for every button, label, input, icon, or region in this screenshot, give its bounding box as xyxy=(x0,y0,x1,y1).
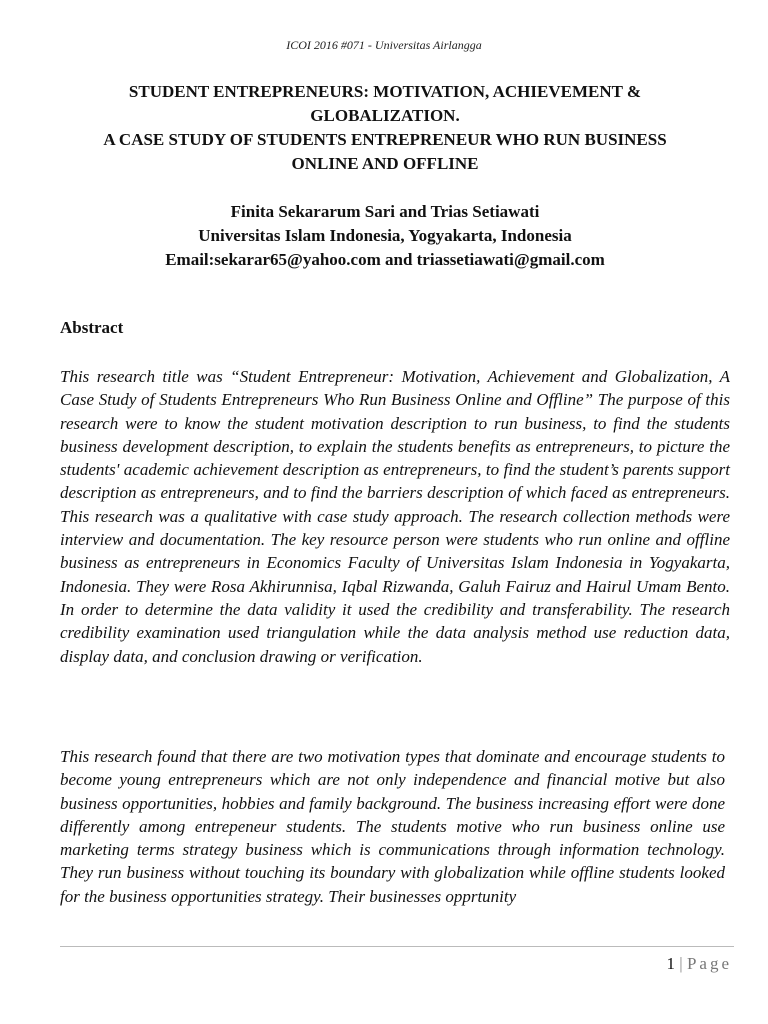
author-names: Finita Sekararum Sari and Trias Setiawati xyxy=(230,202,540,221)
author-affiliation: Universitas Islam Indonesia, Yogyakarta, Indonesia xyxy=(198,226,572,245)
page-footer xyxy=(667,954,732,974)
abstract-paragraph-2: This research found that there are two motivation types that dominate and encourage students to become young entrepreneurs which are not only independence and financial motive but also business opportunities, hobbies and family background. The business increasing effort were done differently among entrepeneur students. The students motive who run business online use marketing terms strategy business which is communications through information technology. They run business without touching its boundary with globalization while offline students looked for the business opportunities strategy. Their businesses opprtunity xyxy=(60,747,725,906)
title-line-3: A CASE STUDY OF STUDENTS ENTREPRENEUR WHO RUN BUSINESS xyxy=(103,130,667,149)
author-block xyxy=(40,200,730,272)
title-line-4: ONLINE AND OFFLINE xyxy=(291,154,479,173)
title-line-1: STUDENT ENTREPRENEURS: MOTIVATION, ACHIEVEMENT & xyxy=(128,82,642,101)
page-label: Page xyxy=(686,954,732,973)
author-email: Email:sekarar65@yahoo.com and triassetiawati@gmail.com xyxy=(165,250,605,269)
page-number: 1 xyxy=(666,954,676,973)
running-head: ICOI 2016 #071 - Universitas Airlangga xyxy=(286,38,482,52)
title-line-2: GLOBALIZATION. xyxy=(310,106,460,125)
abstract-paragraph-1: This research title was “Student Entrepreneur: Motivation, Achievement and Globalization, A Case Study of Students Entrepreneurs Who Run Business Online and Offline” The purpose of this research were to know the student motivation description to run business, to find the students business development description, to explain the students benefits as entrepreneurs, to picture the students' academic achievement description as entrepreneurs, to find the student’s parents support description as entrepreneurs, and to find the barriers description of which faced as entrepreneurs. This research was a qualitative with case study approach. The research collection methods were interview and documentation. The key resource person were students who run online and offline business as entrepreneurs in Economics Faculty of Universitas Islam Indonesia in Yogyakarta, Indonesia. They were Rosa Akhirunnisa, Iqbal Rizwanda, Galuh Fairuz and Hairul Umam Bento. In order to determine the data validity it used the credibility and transferability. The research credibility examination used triangulation while the data analysis method use reduction data, display data, and conclusion drawing or verification. xyxy=(60,367,730,666)
footer-separator: | xyxy=(679,954,683,973)
footer-divider xyxy=(60,946,734,947)
paper-title xyxy=(40,80,730,176)
abstract-heading: Abstract xyxy=(60,318,124,337)
